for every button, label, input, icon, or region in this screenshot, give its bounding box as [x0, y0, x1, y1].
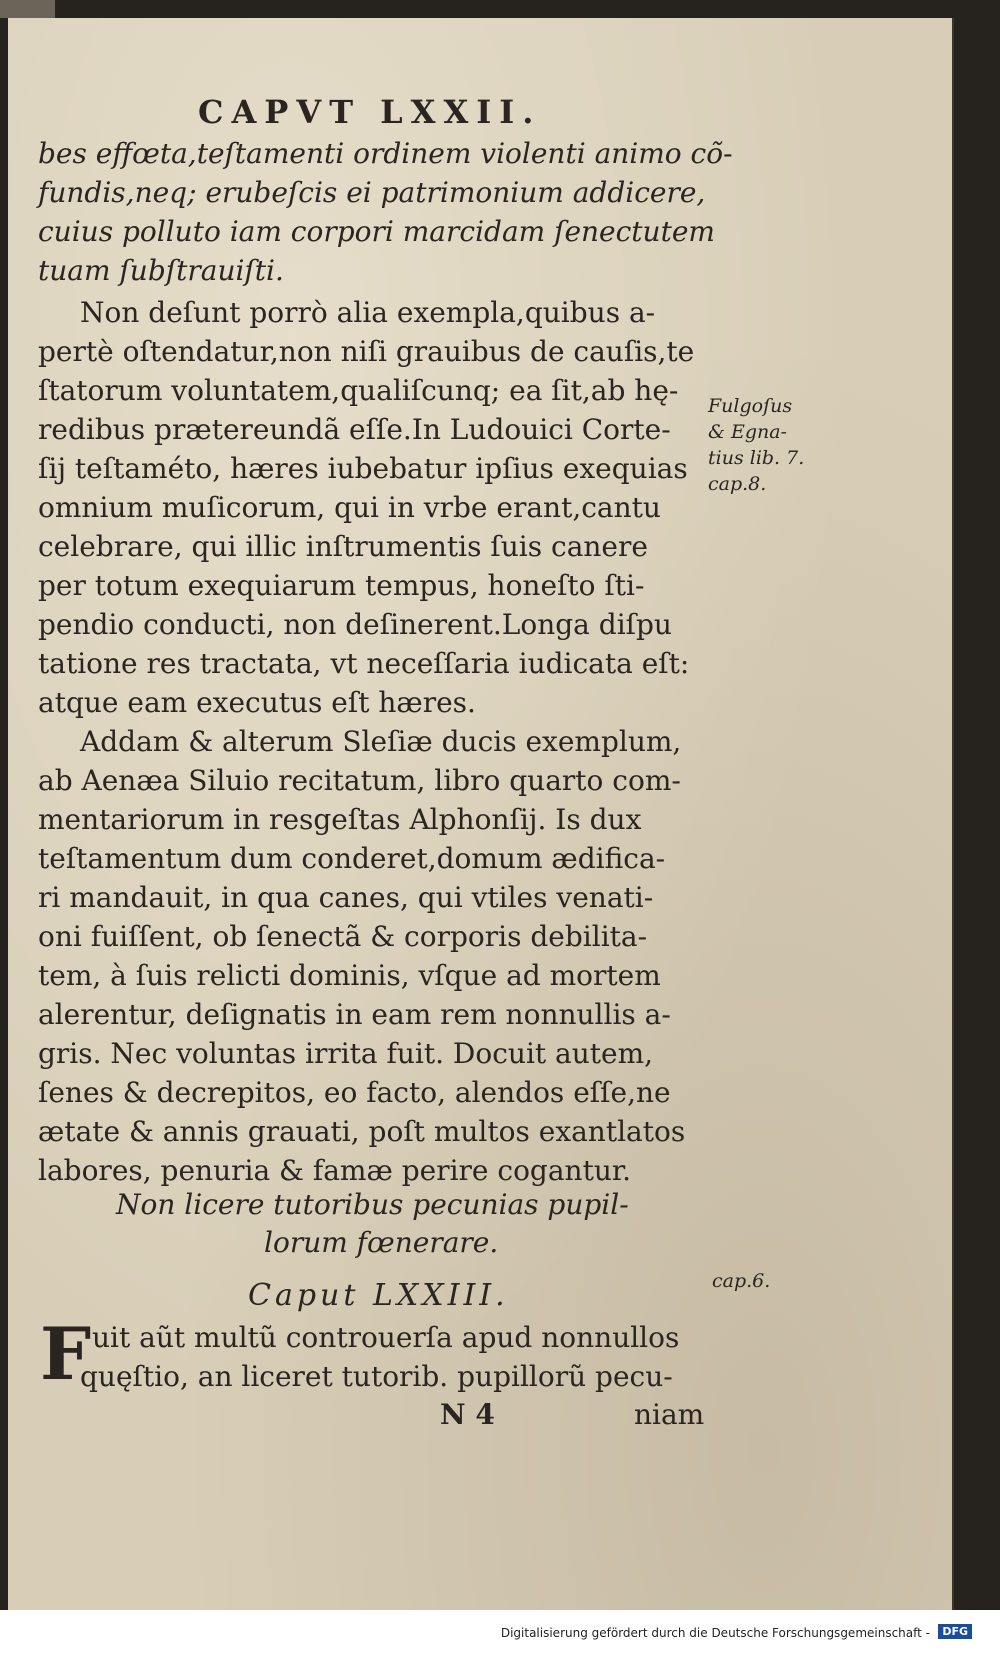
text-line: fundis,neq; erubeſcis ei patrimonium addicere, — [38, 176, 706, 209]
book-page — [8, 18, 954, 1610]
text-line: Addam & alterum Sleſiæ ducis exemplum, — [80, 725, 682, 758]
text-line: pendio conducti, non deſinerent.Longa diſpu — [38, 608, 672, 641]
text-line: ſij teſtaméto, hæres iubebatur ipſius exequias — [38, 452, 688, 485]
margin-note-line: tius lib. 7. — [708, 447, 805, 469]
text-line: teſtamentum dum conderet,domum ædifica- — [38, 842, 666, 875]
text-line: tem, à ſuis relicti dominis, vſque ad mortem — [38, 959, 661, 992]
text-line: quęſtio, an liceret tutorib. pupillorũ pecu- — [80, 1360, 673, 1393]
text-line: redibus prætereundã eſſe.In Ludouici Corte- — [38, 413, 671, 446]
drop-capital: F — [40, 1311, 92, 1396]
dfg-logo: DFG — [938, 1624, 972, 1639]
text-line: cuius polluto iam corpori marcidam ſenectutem — [38, 215, 715, 248]
text-line: Non deſunt porrò alia exempla,quibus a- — [80, 296, 656, 329]
text-line: tuam ſubſtrauiſti. — [38, 254, 284, 287]
section-heading-line: lorum fœnerare. — [264, 1226, 499, 1259]
text-line: labores, penuria & famæ perire cogantur. — [38, 1154, 632, 1187]
margin-note-line: & Egna- — [708, 421, 787, 443]
text-line: pertè oſtendatur,non niſi grauibus de cauſis,te — [38, 335, 695, 368]
text-line: tatione res tractata, vt neceſſaria iudicata eſt: — [38, 647, 690, 680]
text-line: atque eam executus eſt hæres. — [38, 686, 476, 719]
text-line: omnium muſicorum, qui in vrbe erant,cantu — [38, 491, 661, 524]
running-header: CAPVT LXXII. — [198, 93, 542, 131]
text-line: per totum exequiarum tempus, honeſto ſti- — [38, 569, 645, 602]
section-heading-line: Non licere tutoribus pecunias pupil- — [116, 1188, 629, 1221]
scan-edge — [0, 0, 55, 18]
text-line: oni fuiſſent, ob ſenectã & corporis debilita- — [38, 920, 648, 953]
margin-note: cap.6. — [712, 1270, 771, 1292]
text-line: ætate & annis grauati, poſt multos exantlatos — [38, 1115, 686, 1148]
text-line: ab Aenæa Siluio recitatum, libro quarto com- — [38, 764, 681, 797]
catchword: niam — [634, 1398, 705, 1431]
footer-bar — [0, 1610, 1000, 1653]
text-line: celebrare, qui illic inſtrumentis ſuis canere — [38, 530, 648, 563]
text-line: bes effœta,teſtamenti ordinem violenti animo cõ- — [38, 137, 733, 170]
text-line: ri mandauit, in qua canes, qui vtiles venati- — [38, 881, 654, 914]
text-line: alerentur, deſignatis in eam rem nonnullis a- — [38, 998, 671, 1031]
margin-note-line: Fulgoſus — [708, 395, 793, 417]
text-line: ſenes & decrepitos, eo facto, alendos eſſe,ne — [38, 1076, 671, 1109]
text-line: ſtatorum voluntatem,qualiſcunq; ea ſit,ab hę- — [38, 374, 679, 407]
text-line: mentariorum in resgeſtas Alphonſij. Is dux — [38, 803, 642, 836]
margin-note-line: cap.8. — [708, 473, 767, 495]
text-line: gris. Nec voluntas irrita fuit. Docuit autem, — [38, 1037, 654, 1070]
chapter-heading: Caput LXXIII. — [248, 1278, 509, 1313]
text-line: uit aũt multũ controuerſa apud nonnullos — [92, 1321, 680, 1354]
signature-mark: N 4 — [440, 1398, 495, 1431]
footer-credit: Digitalisierung gefördert durch die Deutsche Forschungsgemeinschaft - — [500, 1626, 930, 1640]
